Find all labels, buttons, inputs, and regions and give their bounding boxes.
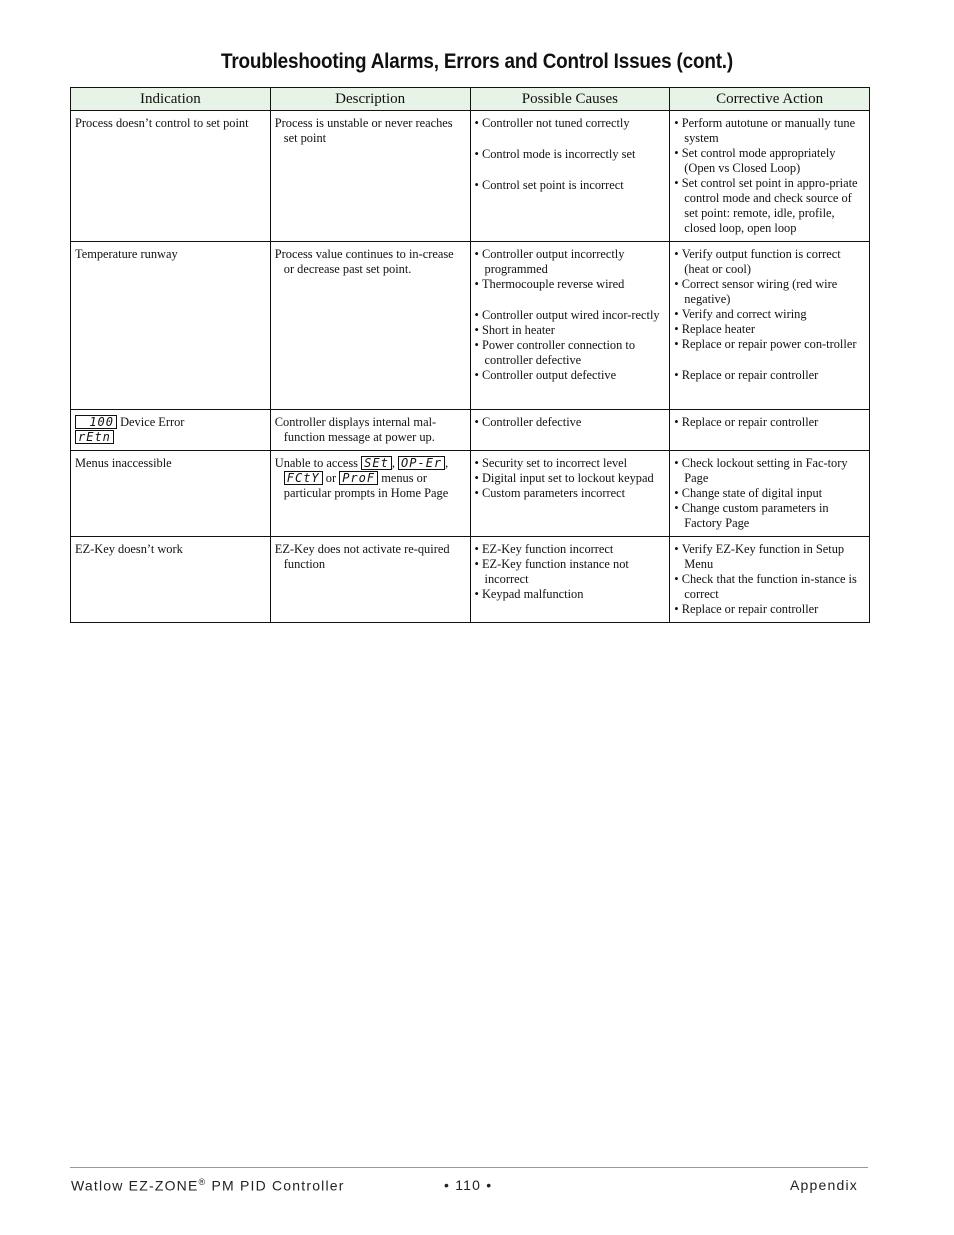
action-item: • Replace or repair controller: [674, 415, 866, 430]
cause-item: • Custom parameters incorrect: [475, 486, 667, 501]
action-item: • Verify output function is correct (heat or cool): [674, 247, 866, 277]
actions-cell: [670, 111, 870, 242]
cause-item: • EZ-Key function instance not incorrect: [475, 557, 667, 587]
lcd-menu-operations: OP-Er: [398, 456, 445, 470]
description-cell: Process is unstable or never reaches set point: [270, 111, 470, 242]
header-possible-causes: Possible Causes: [470, 88, 670, 111]
header-description: Description: [270, 88, 470, 111]
action-item: • Replace or repair controller: [674, 602, 866, 617]
causes-cell: [470, 537, 670, 623]
footer-page-number: • 110 •: [444, 1177, 493, 1193]
action-item: • Change custom parameters in Factory Page: [674, 501, 866, 531]
causes-cell: [470, 242, 670, 410]
footer-divider: [70, 1167, 868, 1168]
indication-cell: 100 Device Error rEtn: [71, 410, 271, 451]
cause-item: • Controller output incorrectly programmed: [475, 247, 667, 277]
action-item: • Replace or repair power con-troller: [674, 337, 866, 352]
cause-item: • Controller not tuned correctly: [475, 116, 667, 131]
action-item: • Correct sensor wiring (red wire negative): [674, 277, 866, 307]
indication-cell: Menus inaccessible: [71, 451, 271, 537]
cause-item: • Thermocouple reverse wired: [475, 277, 667, 292]
cause-item: • Digital input set to lockout keypad: [475, 471, 667, 486]
action-item: • Set control set point in appro-priate control mode and check source of set point: remote, idle, profile, closed loop, open loop: [674, 176, 866, 236]
action-item: • Perform autotune or manually tune system: [674, 116, 866, 146]
description-cell: Controller displays internal mal-function message at power up.: [270, 410, 470, 451]
action-item: • Set control mode appropriately (Open vs Closed Loop): [674, 146, 866, 176]
causes-cell: [470, 111, 670, 242]
lcd-menu-profile: ProF: [339, 471, 378, 485]
actions-cell: [670, 537, 870, 623]
causes-cell: [470, 410, 670, 451]
actions-cell: [670, 242, 870, 410]
table-row: [71, 451, 870, 537]
indication-cell: EZ-Key doesn’t work: [71, 537, 271, 623]
cause-item: • Short in heater: [475, 323, 667, 338]
lcd-display-top: 100: [75, 415, 117, 429]
table-row: [71, 537, 870, 623]
action-item: • Replace heater: [674, 322, 866, 337]
table-row: [71, 410, 870, 451]
cause-item: • Controller defective: [475, 415, 667, 430]
footer-section: Appendix: [790, 1177, 858, 1193]
cause-item: • Security set to incorrect level: [475, 456, 667, 471]
indication-cell: Process doesn’t control to set point: [71, 111, 271, 242]
causes-cell: [470, 451, 670, 537]
table-row: [71, 111, 870, 242]
indication-cell: Temperature runway: [71, 242, 271, 410]
lcd-display-bottom: rEtn: [75, 430, 114, 444]
troubleshooting-table: [70, 87, 870, 623]
lcd-menu-factory: FCtY: [284, 471, 323, 485]
action-item: • Verify EZ-Key function in Setup Menu: [674, 542, 866, 572]
table-header-row: [71, 88, 870, 111]
description-cell: Process value continues to in-crease or decrease past set point.: [270, 242, 470, 410]
cause-item: • Power controller connection to controller defective: [475, 338, 667, 368]
page-title: Troubleshooting Alarms, Errors and Control Issues (cont.): [220, 50, 733, 73]
lcd-menu-set: SEt: [361, 456, 392, 470]
header-corrective-action: Corrective Action: [670, 88, 870, 111]
action-item: • Check that the function in-stance is correct: [674, 572, 866, 602]
cause-item: • Controller output defective: [475, 368, 667, 383]
cause-item: • Controller output wired incor-rectly: [475, 308, 667, 323]
action-item: • Change state of digital input: [674, 486, 866, 501]
cause-item: • Control set point is incorrect: [475, 178, 667, 193]
header-indication: Indication: [71, 88, 271, 111]
actions-cell: [670, 451, 870, 537]
description-cell: EZ-Key does not activate re-quired function: [270, 537, 470, 623]
table-row: [71, 242, 870, 410]
cause-item: • EZ-Key function incorrect: [475, 542, 667, 557]
actions-cell: [670, 410, 870, 451]
description-cell: Unable to access SEt , OP-Er , FCtY or ProF menus or particular prompts in Home Page: [270, 451, 470, 537]
action-item: • Check lockout setting in Fac-tory Page: [674, 456, 866, 486]
cause-item: • Control mode is incorrectly set: [475, 147, 667, 162]
action-item: • Replace or repair controller: [674, 368, 866, 383]
footer-product: Watlow EZ-ZONE® PM PID Controller: [71, 1177, 345, 1194]
cause-item: • Keypad malfunction: [475, 587, 667, 602]
action-item: • Verify and correct wiring: [674, 307, 866, 322]
